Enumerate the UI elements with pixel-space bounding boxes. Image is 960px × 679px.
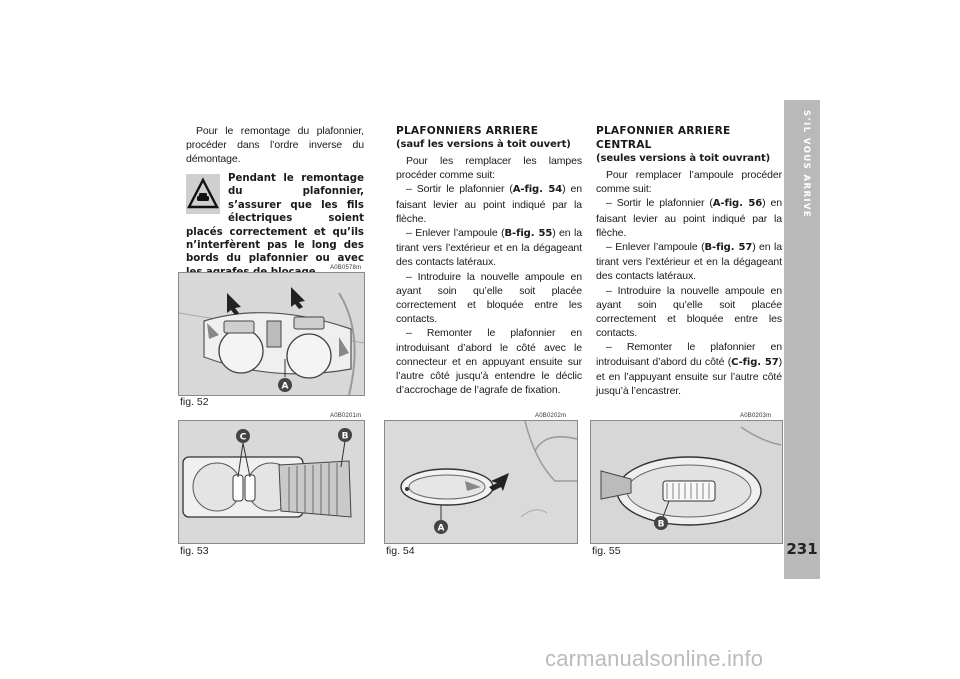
section-heading-central: PLAFONNIER ARRIERE CENTRAL xyxy=(596,125,731,151)
figure-53 xyxy=(178,420,365,544)
figure-code: A0B0203m xyxy=(740,413,772,419)
intro-paragraph: Pour le remontage du plafonnier, procéder dans l’ordre inverse du démontage. xyxy=(186,125,364,166)
figure-reference: A-fig. 56 xyxy=(712,198,763,210)
figure-label: fig. 54 xyxy=(386,545,415,557)
section-subheading-rear: (sauf les versions à toit ouvert) xyxy=(396,139,571,150)
figure-54 xyxy=(384,420,578,544)
figure-code: A0B0202m xyxy=(535,413,567,419)
marker-c: C xyxy=(239,432,247,443)
figure-label: fig. 53 xyxy=(180,545,209,557)
paragraph: – Introduire la nouvelle ampoule en ayant soin qu’elle soit placée correctement et bloquée entre les contacts. xyxy=(596,284,782,340)
paragraph: – Enlever l’ampoule (B-fig. 57) en la tirant vers l’extérieur et en la dégageant des contacts latéraux. xyxy=(596,241,782,283)
figure-52 xyxy=(178,272,365,396)
paragraph: – Enlever l’ampoule (B-fig. 55) en la tirant vers l’extérieur et en la dégageant des contacts latéraux. xyxy=(396,227,582,269)
figure-label: fig. 52 xyxy=(180,396,209,408)
marker-a: A xyxy=(437,523,445,534)
figure-55 xyxy=(590,420,783,544)
figure-code: A0B0201m xyxy=(330,413,362,419)
rear-ceiling-light-illustration xyxy=(179,273,364,395)
section-subheading-central: (seules versions à toit ouvrant) xyxy=(596,153,771,164)
central-lamp-column xyxy=(596,124,782,398)
page-number: 231 xyxy=(786,540,818,558)
marker-a: A xyxy=(281,381,289,392)
rear-light-removal-illustration xyxy=(385,421,577,543)
marker-b: B xyxy=(657,519,665,530)
chapter-title: S’IL VOUS ARRIVE xyxy=(801,110,811,219)
paragraph: – Introduire la nouvelle ampoule en ayant soin qu’elle soit placée correctement et bloquée entre les contacts. xyxy=(396,270,582,326)
paragraph: Pour les remplacer les lampes procéder comme suit: xyxy=(396,155,582,182)
paragraph: – Sortir le plafonnier (A-fig. 56) en faisant levier au point indiqué par la flèche. xyxy=(596,197,783,239)
figure-reference: B-fig. 55 xyxy=(504,228,553,240)
paragraph: – Remonter le plafonnier en introduisant d’abord le côté avec le connecteur et en appuyant ensuite sur l’autre côté jusqu’à entendre le déclic d’accrochage de l’agrafe de fixation. xyxy=(396,327,582,397)
figure-reference: A-fig. 54 xyxy=(512,184,563,196)
bulb-replacement-illustration xyxy=(591,421,782,543)
section-heading-rear: PLAFONNIERS ARRIERE xyxy=(396,125,539,137)
intro-column xyxy=(186,124,364,167)
paragraph: – Sortir le plafonnier (A-fig. 54) en faisant levier au point indiqué par la flèche. xyxy=(396,183,583,225)
paragraph: – Remonter le plafonnier en introduisant d’abord du côté (C-fig. 57) et en l’appuyant ensuite sur l’autre côté jusqu’à l’encastrer. xyxy=(596,341,782,398)
figure-reference: C-fig. 57 xyxy=(731,356,779,368)
warning-triangle-icon xyxy=(186,174,220,214)
watermark: carmanualsonline.info xyxy=(545,646,764,671)
figure-reference: B-fig. 57 xyxy=(704,242,753,254)
ceiling-light-bulbs-illustration xyxy=(179,421,364,543)
figure-label: fig. 55 xyxy=(592,545,621,557)
warning-text: Pendant le remontage du plafonnier, s’assurer que les fils électriques soient placés correctement et qu’ils n’interfèrent pas le long des bords du plafonnier ou avec xyxy=(186,173,364,265)
paragraph: Pour remplacer l’ampoule procéder comme suit: xyxy=(596,169,782,196)
marker-b: B xyxy=(341,431,349,442)
rear-lamps-column xyxy=(396,124,582,397)
figure-code: A0B0578m xyxy=(330,265,362,271)
warning-box xyxy=(186,172,364,279)
